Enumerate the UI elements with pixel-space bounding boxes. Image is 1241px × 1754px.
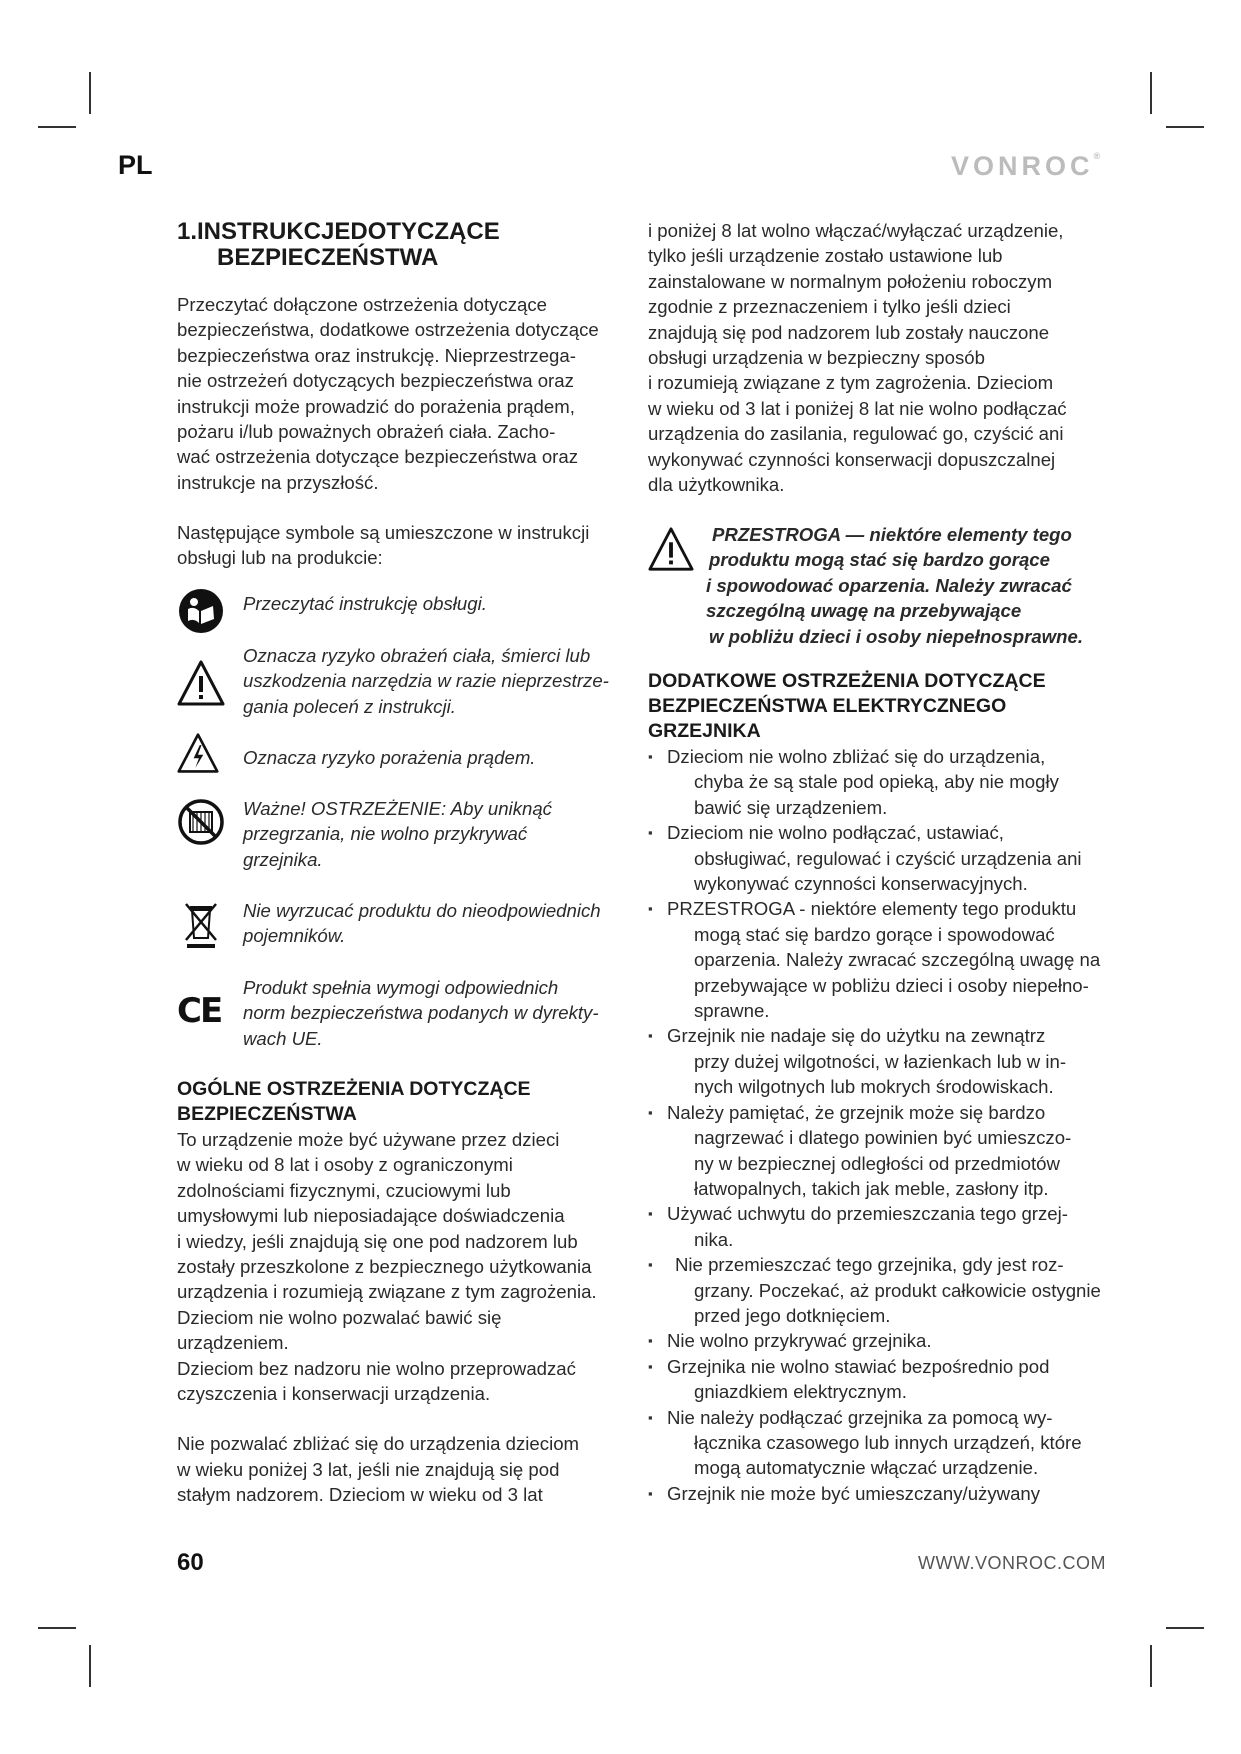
warning-triangle-icon [177,659,225,707]
symbols-intro: Następujące symbole są umieszczone w instrukcji obsługi lub na produkcie: [177,522,590,569]
caution-text: PRZESTROGA — niektóre elementy tego produktu mogą stać się bardzo gorące i spowodować oparzenia. Należy zwracać szczególną uwagę na przebywające w pobliżu dzieci i osoby niepełnosprawne. [706,524,1083,647]
crop-mark [89,72,91,114]
section-title: 1.INSTRUKCJEDOTYCZĄCE BEZPIECZEŃSTWA [177,218,500,271]
electric-heater-warnings [648,669,1108,1506]
do-not-cover-icon [177,798,225,846]
list-item: ▪ Grzejnika nie wolno stawiać bezpośrednio pod gniazdkiem elektrycznym. [648,1354,1108,1405]
crop-mark [89,1645,91,1687]
general-warnings-para1: To urządzenie może być używane przez dzieci w wieku od 8 lat i osoby z ograniczonymi zdolnościami fizycznymi, czuciowymi lub umysłowymi lub nieposiadające doświadczenia i wiedzy, jeśli znajdują się one pod nadzorem lub zostały przeszkolone z bezpiecznego użytkowania urządzenia i rozumieją związane z tym zagrożenia. Dzieciom nie wolno pozwalać bawić się urządzeniem. Dzieciom bez nadzoru nie wolno przeprowadzać czyszczenia i konserwacji urządzenia. [177,1129,597,1405]
crop-mark [1150,72,1152,114]
warning-triangle-icon [648,526,694,572]
crop-mark [1150,1645,1152,1687]
general-warnings-heading: OGÓLNE OSTRZEŻENIA DOTYCZĄCE BEZPIECZEŃSTWA [177,1078,531,1125]
general-warnings-para2: Nie pozwalać zbliżać się do urządzenia dzieciom w wieku poniżej 3 lat, jeśli nie znajdują się pod stałym nadzorem. Dzieciom w wieku od 3 lat [177,1433,580,1506]
read-manual-icon [177,587,225,635]
crop-mark [38,1627,76,1629]
brand-logo: VONROC® [951,151,1101,181]
continued-paragraph: i poniżej 8 lat wolno włączać/wyłączać urządzenie, tylko jeśli urządzenie zostało ustawione lub zainstalowane w normalnym położeniu roboczym zgodnie z przeznaczeniem i tylko jeśli dzieci znajdują się pod nadzorem lub zostały nauczone obsługi urządzenia w bezpieczny sposób i rozumieją związane z tym zagrożenia. Dzieciom w wieku od 3 lat i poniżej 8 lat nie wolno podłączać urządzenia do zasilania, regulować go, czyścić ani wykonywać czynności konserwacji dopuszczalnej dla użytkownika. [648,220,1067,496]
list-item: ▪ Nie przemieszczać tego grzejnika, gdy jest roz- grzany. Poczekać, aż produkt całkowicie ostygnie przed jego dotknięciem. [648,1252,1108,1328]
intro-paragraph: Przeczytać dołączone ostrzeżenia dotyczące bezpieczeństwa, dodatkowe ostrzeżenia dotyczące bezpieczeństwa oraz instrukcję. Nieprzestrzega- nie ostrzeżeń dotyczących bezpieczeństwa oraz instrukcji może prowadzić do porażenia prądem, pożaru i/lub poważnych obrażeń ciała. Zacho- wać ostrzeżenia dotyczące bezpieczeństwa oraz instrukcje na przyszłość. [177,294,599,493]
crop-mark [1166,126,1204,128]
crop-mark [38,126,76,128]
list-item: ▪ Należy pamiętać, że grzejnik może się bardzo nagrzewać i dlatego powinien być umieszczo- ny w bezpiecznej odległości od przedmiotów łatwopalnych, takich jak meble, zasłony itp. [648,1100,1108,1202]
list-item: ▪ Nie wolno przykrywać grzejnika. [648,1328,1108,1353]
list-item: ▪ Nie należy podłączać grzejnika za pomocą wy- łącznika czasowego lub innych urządzeń, które mogą automatycznie włączać urządzenie. [648,1405,1108,1481]
list-item: ▪ Grzejnik nie nadaje się do użytku na zewnątrz przy dużej wilgotności, w łazienkach lub w in- nych wilgotnych lub mokrych środowiskach. [648,1023,1108,1099]
general-warnings [177,1077,597,1508]
list-item: ▪ Grzejnik nie może być umieszczany/używany [648,1481,1108,1506]
language-code: PL [118,150,153,180]
electric-heater-heading: DODATKOWE OSTRZEŻENIA DOTYCZĄCE BEZPIECZEŃSTWA ELEKTRYCZNEGO GRZEJNIKA [648,670,1046,742]
list-item: ▪ Dzieciom nie wolno zbliżać się do urządzenia, chyba że są stale pod opieką, aby nie mogły bawić się urządzeniem. [648,744,1108,820]
electric-heater-list [648,744,1108,1506]
ce-mark-icon: CE [177,991,222,1031]
list-item: ▪ Dzieciom nie wolno podłączać, ustawiać, obsługiwać, regulować i czyścić urządzenia ani wykonywać czynności konserwacyjnych. [648,820,1108,896]
electric-shock-icon [177,732,219,774]
weee-bin-icon [177,896,225,952]
list-item: ▪ Używać uchwytu do przemieszczania tego grzej- nika. [648,1201,1108,1252]
page-number: 60 [177,1549,204,1576]
crop-mark [1166,1627,1204,1629]
list-item: ▪ PRZESTROGA - niektóre elementy tego produktu mogą stać się bardzo gorące i spowodować oparzenia. Należy zwracać szczególną uwagę na przebywające w pobliżu dzieci i osoby niepełno- sprawne. [648,896,1108,1023]
website-url: WWW.VONROC.COM [918,1553,1106,1573]
